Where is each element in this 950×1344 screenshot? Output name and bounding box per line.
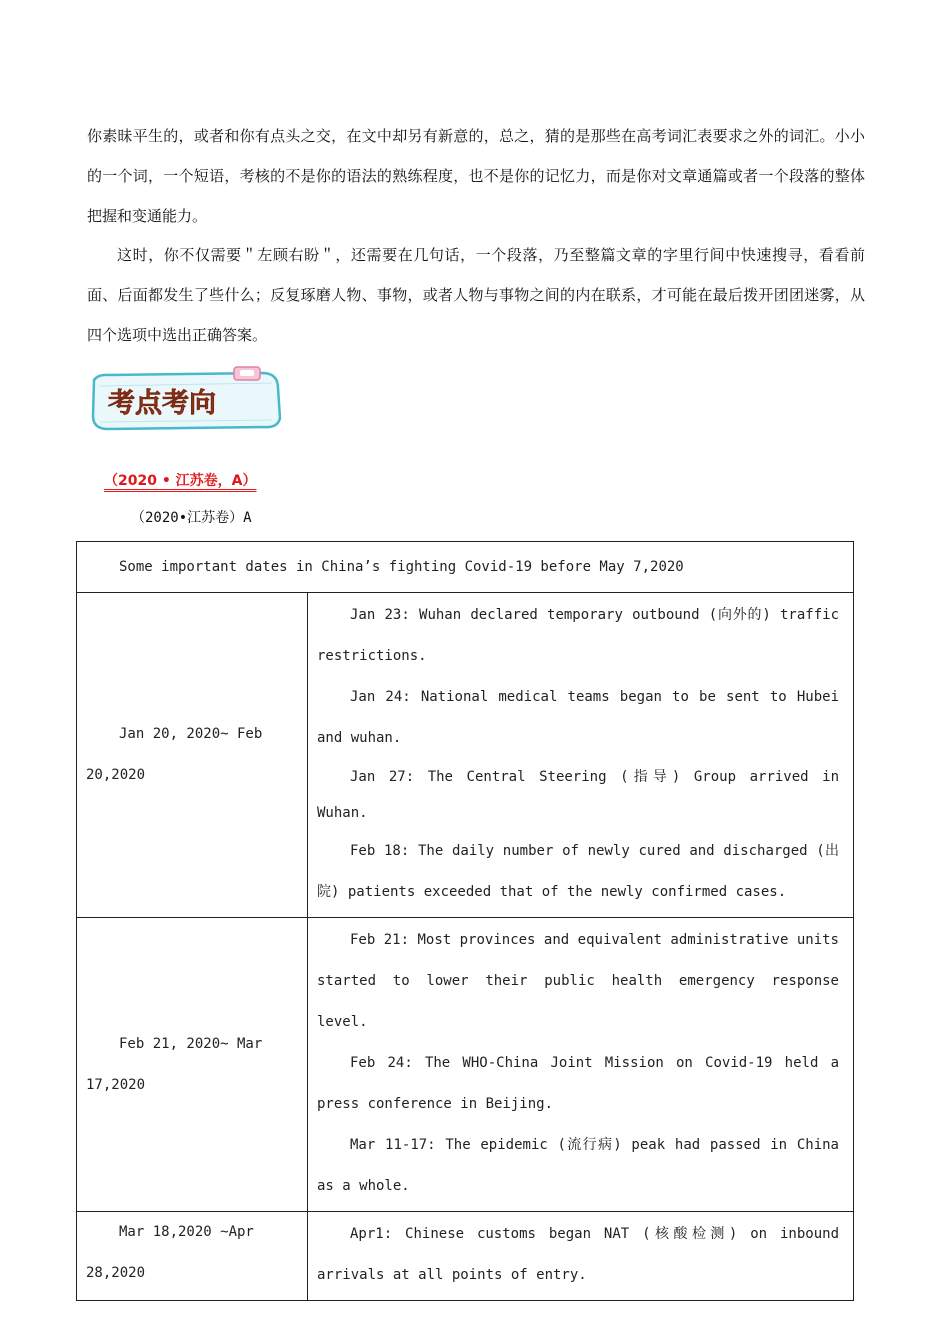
section-badge-text: 考点考向: [108, 388, 216, 419]
table-row: [77, 1212, 854, 1301]
event-item: Feb 24: The WHO-China Joint Mission on Covid-19 held a press conference in Beijing.: [317, 1055, 839, 1112]
section-badge-graphic: [88, 366, 284, 432]
events-cell: [308, 918, 854, 1212]
date-range-cell: [77, 1212, 308, 1301]
table-row: [77, 593, 854, 918]
date-range-cell: [77, 918, 308, 1212]
source-link[interactable]: （2020 • 江苏卷，A）: [104, 473, 257, 489]
event-item: Feb 18: The daily number of newly cured and discharged (出院) patients exceeded that of the newly confirmed cases.: [317, 843, 839, 900]
event-item: Apr1: Chinese customs began NAT (核酸检测) on inbound arrivals at all points of entry.: [317, 1226, 839, 1283]
events-cell: [308, 1212, 854, 1301]
event-item: Jan 27: The Central Steering (指导) Group arrived in Wuhan.: [317, 769, 839, 821]
dates-table: [76, 541, 854, 1301]
event-item: Jan 23: Wuhan declared temporary outbound (向外的) traffic restrictions.: [317, 607, 839, 664]
event-item: Jan 24: National medical teams began to be sent to Hubei and wuhan.: [317, 689, 839, 746]
table-heading: Some important dates in China’s fighting Covid-19 before May 7,2020: [77, 542, 854, 593]
intro-paragraph-2: 这时，你不仅需要＂左顾右盼＂，还需要在几句话，一个段落，乃至整篇文章的字里行间中快速搜寻，看看前面、后面都发生了些什么；反复琢磨人物、事物，或者人物与事物之间的内在联系，才可能在最后拨开团团迷雾，从四个选项中选出正确答案。: [87, 246, 865, 344]
events-cell: [308, 593, 854, 918]
table-header-row: [77, 542, 854, 593]
table-row: [77, 918, 854, 1212]
event-item: Mar 11-17: The epidemic (流行病) peak had passed in China as a whole.: [317, 1137, 839, 1194]
source-label: （2020•江苏卷）A: [131, 510, 252, 526]
date-range: Mar 18,2020 ~Apr 28,2020: [86, 1224, 254, 1281]
date-range-cell: [77, 593, 308, 918]
date-range: Feb 21, 2020~ Mar 17,2020: [86, 1035, 263, 1093]
date-range: Jan 20, 2020~ Feb 20,2020: [86, 726, 263, 783]
intro-paragraph-1: 你素昧平生的，或者和你有点头之交，在文中却另有新意的，总之，猜的是那些在高考词汇表要求之外的词汇。小小的一个词，一个短语，考核的不是你的语法的熟练程度，也不是你的记忆力，而是你对文章通篇或者一个段落的整体把握和变通能力。: [87, 127, 865, 225]
event-item: Feb 21: Most provinces and equivalent administrative units started to lower their public health emergency response level.: [317, 932, 839, 1030]
section-badge: [88, 366, 284, 432]
